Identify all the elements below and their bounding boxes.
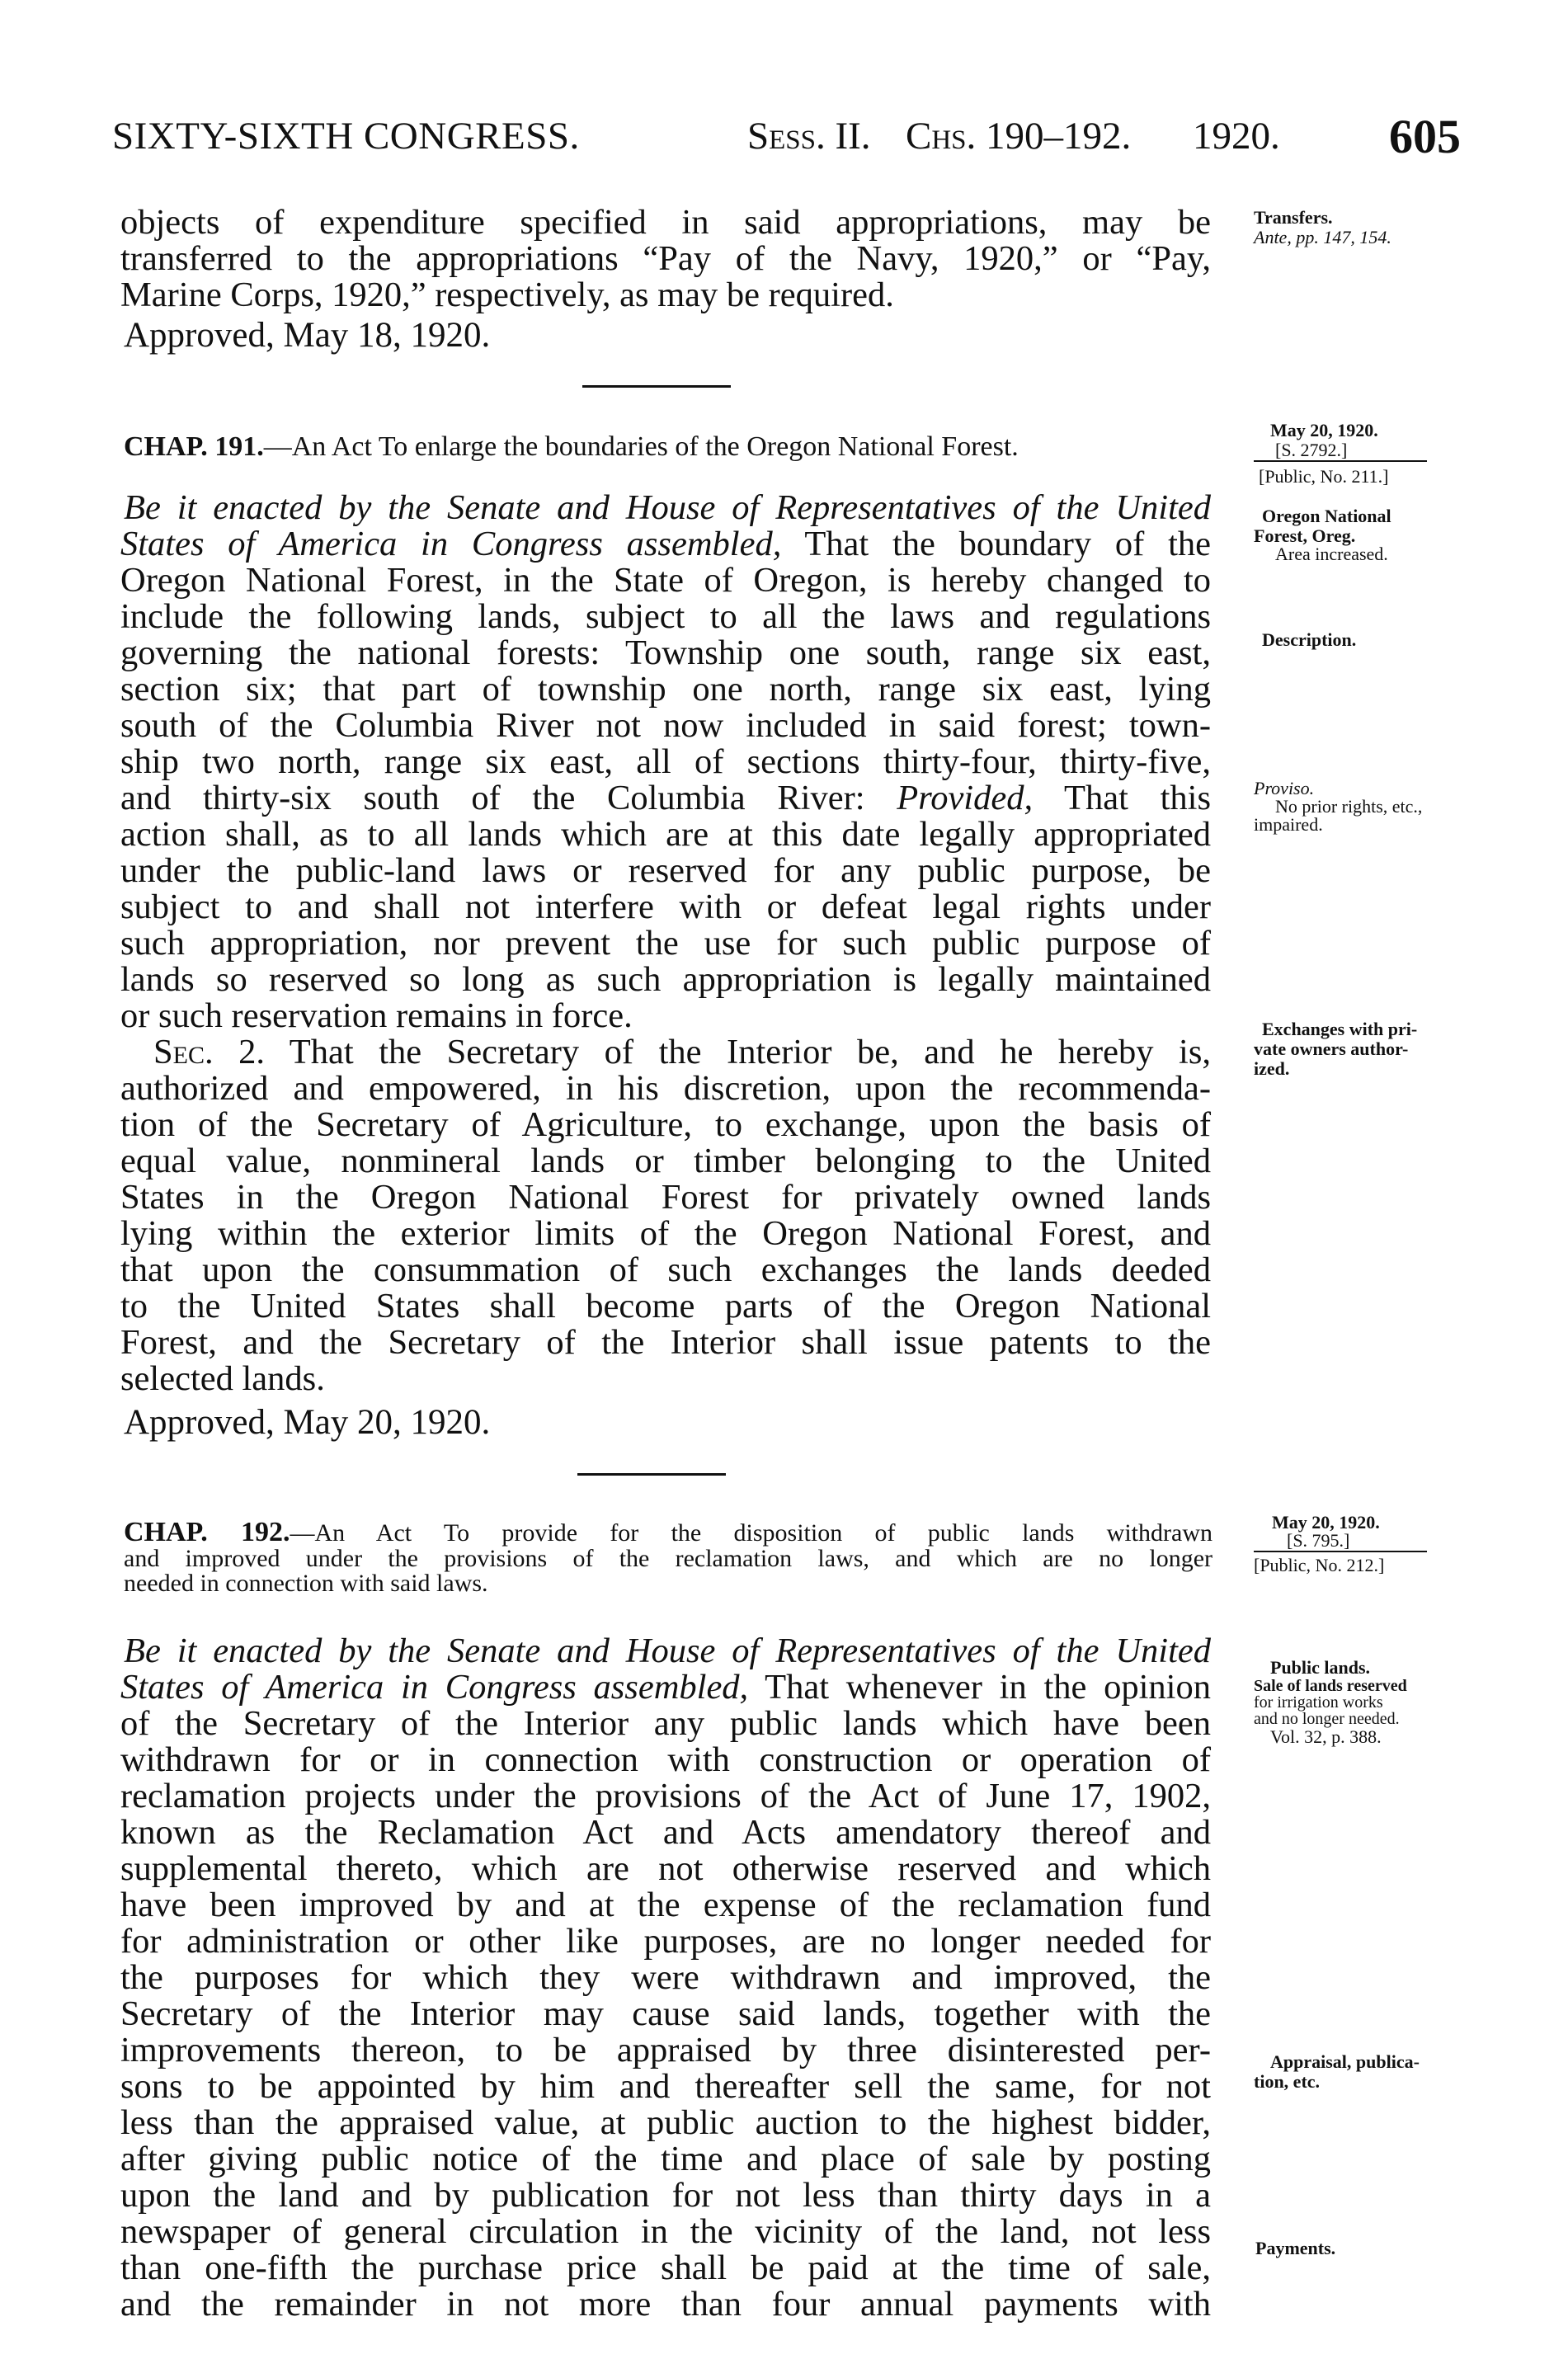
- approved-may-20-191: Approved, May 20, 1920.: [124, 1403, 491, 1442]
- congress-title: SIXTY-SIXTH CONGRESS.: [112, 115, 580, 158]
- chap-191-line-5: south of the Columbia River not now included in said forest; town-: [120, 706, 1211, 745]
- chap-191-line-15: or such reservation remains in force.: [120, 996, 633, 1035]
- margin-no-longer-needed: and no longer needed.: [1254, 1710, 1400, 1728]
- chap-192-line-8: the purposes for which they were withdrawn and improved, the: [120, 1958, 1211, 1997]
- sec-2-line-0: That the Secretary of the Interior be, and he hereby is,: [265, 1033, 1211, 1071]
- chap-191-line-11: under the public-land laws or reserved for any public purpose, be: [120, 851, 1211, 890]
- chap-192-line-6: have been improved by and at the expense of the reclamation fund: [120, 1886, 1211, 1924]
- chap-192-line-9: Secretary of the Interior may cause said lands, together with the: [120, 1994, 1211, 2033]
- enacting-192-b: [120, 1669, 1211, 1706]
- chap-192-heading-2: and improved under the provisions of the reclamation laws, and which are no longer: [124, 1545, 1212, 1572]
- sec-2-label: Sec. 2.: [153, 1033, 266, 1071]
- chap-191-line-7-row: [120, 780, 1211, 817]
- chap-191-line-9: That this: [1033, 779, 1211, 817]
- sec-2-line-2: tion of the Secretary of Agriculture, to exchange, upon the basis of: [120, 1105, 1211, 1144]
- margin-appraisal-2: tion, etc.: [1254, 2071, 1321, 2092]
- chap-191-line-1: Oregon National Forest, in the State of Oregon, is hereby changed to: [120, 561, 1211, 600]
- page-number: 605: [1389, 110, 1461, 163]
- chap-192-line-15: newspaper of general circulation in the vicinity of the land, not less: [120, 2212, 1211, 2251]
- margin-rule-191: [1254, 460, 1427, 462]
- margin-exchanges-2: vate owners author-: [1254, 1038, 1409, 1059]
- chap-191-line-7: and thirty-six south of the Columbia River:: [120, 779, 865, 817]
- running-header: [112, 110, 1465, 172]
- enacting-191-b: [120, 526, 1211, 563]
- chap-191-line-3: governing the national forests: Township one south, range six east,: [120, 633, 1211, 672]
- chap-192-public: [Public, No. 212.]: [1254, 1555, 1385, 1575]
- chap-192-heading-3: needed in connection with said laws.: [124, 1570, 488, 1597]
- enacting-191-italic-2: States of America in Congress assembled,: [120, 525, 782, 563]
- session-label: Sess. II.: [747, 115, 871, 158]
- chap-192-line-13: after giving public notice of the time and place of sale by posting: [120, 2140, 1211, 2178]
- enacting-191-a: [124, 490, 1211, 526]
- chap-192-line-0: That whenever in the opinion: [748, 1668, 1211, 1707]
- margin-public-lands: Public lands.: [1270, 1657, 1371, 1678]
- margin-description: Description.: [1262, 629, 1357, 650]
- margin-ante: Ante, pp. 147, 154.: [1254, 227, 1391, 247]
- enacting-192-italic-1: Be it enacted by the Senate and House of Representatives of the United: [124, 1632, 1211, 1670]
- margin-appraisal-1: Appraisal, publica-: [1270, 2051, 1420, 2072]
- margin-sale-of-lands: Sale of lands reserved: [1254, 1677, 1407, 1695]
- approved-may-18: Approved, May 18, 1920.: [124, 316, 491, 355]
- chap-191-line-2: include the following lands, subject to all the laws and regulations: [120, 597, 1211, 636]
- chap-192-line-11: sons to be appointed by him and thereafter sell the same, for not: [120, 2067, 1211, 2106]
- chap-192-line-3: reclamation projects under the provisions of the Act of June 17, 1902,: [120, 1777, 1211, 1815]
- sec-2-line-6: that upon the consummation of such exchanges the lands deeded: [120, 1250, 1211, 1289]
- margin-irrigation: for irrigation works: [1254, 1693, 1383, 1712]
- chap-191-line-10: action shall, as to all lands which are at this date legally appropriated: [120, 815, 1211, 854]
- chap-192-line-16: than one-fifth the purchase price shall be paid at the time of sale,: [120, 2248, 1211, 2287]
- section-divider: [582, 385, 731, 388]
- chap-191-label: CHAP. 191.: [124, 431, 264, 462]
- enacting-192-a: [124, 1633, 1211, 1669]
- margin-oregon-3: Area increased.: [1275, 544, 1388, 564]
- margin-rule-192: [1254, 1551, 1427, 1552]
- margin-impaired: impaired.: [1254, 814, 1323, 835]
- intro-line-2: transferred to the appropriations “Pay of the Navy, 1920,” or “Pay,: [120, 239, 1211, 278]
- chapters-label: Chs. 190–192.: [906, 115, 1132, 158]
- sec-2-first-line: [153, 1034, 1211, 1071]
- chap-192-line-17: and the remainder in not more than four annual payments with: [120, 2285, 1211, 2324]
- sec-2-line-8: Forest, and the Secretary of the Interior shall issue patents to the: [120, 1323, 1211, 1362]
- proviso-word: Provided,: [897, 779, 1034, 817]
- chap-192-line-5: supplemental thereto, which are not otherwise reserved and which: [120, 1849, 1211, 1888]
- chap-192-date: May 20, 1920.: [1272, 1512, 1380, 1533]
- chap-191-line-4: section six; that part of township one north, range six east, lying: [120, 670, 1211, 709]
- margin-no-prior-rights: No prior rights, etc.,: [1275, 796, 1423, 817]
- sec-2-line-9: selected lands.: [120, 1359, 325, 1398]
- chap-192-line-12: less than the appraised value, at public auction to the highest bidder,: [120, 2103, 1211, 2142]
- sec-2-line-3: equal value, nonmineral lands or timber belonging to the United: [120, 1142, 1211, 1180]
- chap-192-heading-1: [124, 1519, 1212, 1547]
- sec-2-line-4: States in the Oregon National Forest for privately owned lands: [120, 1178, 1211, 1217]
- margin-oregon-1: Oregon National: [1262, 506, 1391, 526]
- margin-exchanges-1: Exchanges with pri-: [1262, 1019, 1418, 1039]
- sec-2-line-7: to the United States shall become parts of the Oregon National: [120, 1287, 1211, 1325]
- chap-191-line-0: That the boundary of the: [781, 525, 1211, 563]
- chap-192-title-1: —An Act To provide for the disposition of public lands withdrawn: [290, 1519, 1212, 1547]
- chap-191-line-6: ship two north, range six east, all of sections thirty-four, thirty-five,: [120, 742, 1211, 781]
- margin-oregon-2: Forest, Oreg.: [1254, 525, 1356, 546]
- chap-191-line-13: such appropriation, nor prevent the use for such public purpose of: [120, 924, 1211, 963]
- year-label: 1920.: [1193, 115, 1280, 158]
- chap-192-line-2: withdrawn for or in connection with construction or operation of: [120, 1740, 1211, 1779]
- margin-payments: Payments.: [1255, 2238, 1336, 2258]
- enacting-191-italic-1: Be it enacted by the Senate and House of Representatives of the United: [124, 488, 1211, 527]
- chap-192-bill: [S. 795.]: [1287, 1530, 1350, 1551]
- chap-192-label: CHAP. 192.: [124, 1517, 290, 1547]
- intro-line-1: objects of expenditure specified in said appropriations, may be: [120, 203, 1211, 242]
- margin-transfers: Transfers.: [1254, 207, 1333, 228]
- chap-192-line-14: upon the land and by publication for not less than thirty days in a: [120, 2176, 1211, 2215]
- chap-192-line-10: improvements thereon, to be appraised by three disinterested per-: [120, 2031, 1211, 2069]
- intro-line-3: Marine Corps, 1920,” respectively, as may be required.: [120, 275, 894, 314]
- chap-191-public: [Public, No. 211.]: [1259, 466, 1389, 487]
- margin-proviso: Proviso.: [1254, 778, 1315, 798]
- margin-exchanges-3: ized.: [1254, 1058, 1290, 1079]
- chap-191-line-14: lands so reserved so long as such appropriation is legally maintained: [120, 960, 1211, 999]
- chap-191-bill: [S. 2792.]: [1275, 440, 1348, 460]
- section-divider-2: [577, 1473, 726, 1476]
- margin-vol-32: Vol. 32, p. 388.: [1270, 1726, 1382, 1747]
- chap-192-line-4: known as the Reclamation Act and Acts amendatory thereof and: [120, 1813, 1211, 1852]
- chap-191-title: —An Act To enlarge the boundaries of the Oregon National Forest.: [263, 431, 1019, 462]
- chap-191-date: May 20, 1920.: [1270, 420, 1378, 440]
- chap-191-line-12: subject to and shall not interfere with or defeat legal rights under: [120, 888, 1211, 926]
- chap-192-line-7: for administration or other like purposes, are no longer needed for: [120, 1922, 1211, 1961]
- enacting-192-italic-2: States of America in Congress assembled,: [120, 1668, 749, 1707]
- chap-192-line-1: of the Secretary of the Interior any public lands which have been: [120, 1704, 1211, 1743]
- sec-2-line-1: authorized and empowered, in his discretion, upon the recommenda-: [120, 1069, 1211, 1108]
- sec-2-line-5: lying within the exterior limits of the Oregon National Forest, and: [120, 1214, 1211, 1253]
- chap-191-heading: [124, 433, 1019, 461]
